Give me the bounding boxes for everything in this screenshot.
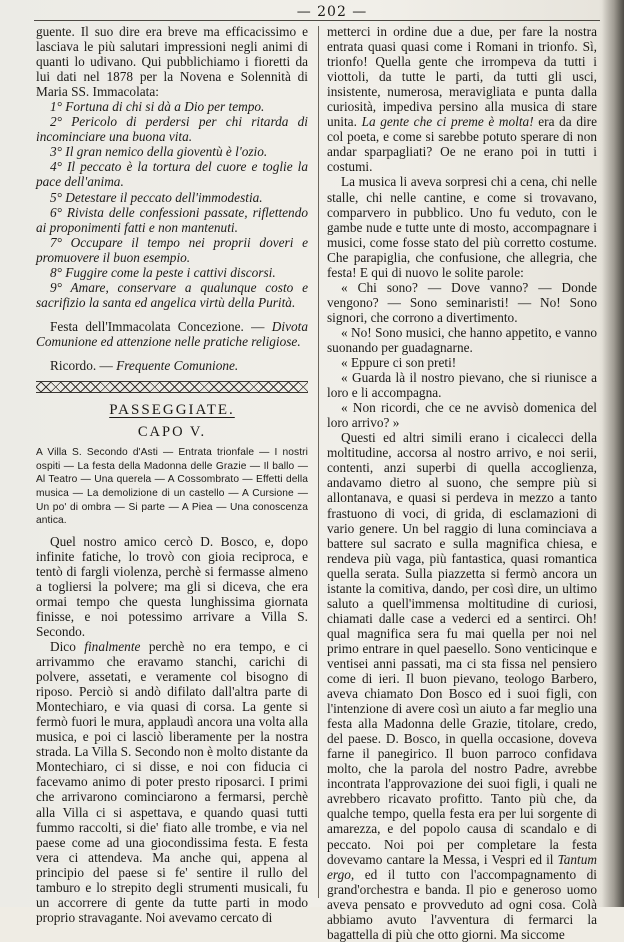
text-run: era da dire col poeta, e come si sarebbe potuto sperare di non andar sparpagliati? Oe ne erano poi in tutti i costumi. xyxy=(327,114,597,175)
intro-paragraph: guente. Il suo dire era breve ma efficacissimo e lasciava le più salutari impressioni negli animi di quanti lo udivano. Qui pubblichiamo i fioretti da lui dati nel 1878 per la Novena e Solennità di Maria SS. Immacolata: xyxy=(36,24,308,100)
text-run: metterci in ordine due a due, per fare la nostra entrata quasi quasi come i Romani in trionfo. Sì, trionfo! Quella gente che irrompeva da tutti i viottoli, da tutte le parti, da tutti gli usci, insistente, numerosa, meravigliata e punta dalla curiosità, impediva persino alla musica di stare unita. xyxy=(327,24,597,130)
fioretti-list xyxy=(36,99,308,310)
fioretto-item: 4° Il peccato è la tortura del cuore e toglie la pace dell'anima. xyxy=(36,159,308,190)
feast-label: Festa dell'Immacolata Concezione. — xyxy=(50,318,265,334)
right-column xyxy=(327,24,597,942)
dialogue-line: « Eppure ci son preti! xyxy=(341,355,457,371)
fioretto-item: 2° Pericolo di perdersi per chi ritarda di incominciare una buona vita. xyxy=(36,114,308,145)
italic-run: finalmente xyxy=(84,639,141,655)
italic-run: La gente che ci preme è molta! xyxy=(361,114,534,130)
fioretto-item: 8° Fuggire come la peste i cattivi discorsi. xyxy=(50,264,276,280)
body-paragraph: La musica li aveva sorpresi chi a cena, chi nelle stalle, chi nelle cantine, e come si trovavano, comparvero in pubblico. Uno fu veduto, con le gambe nude e tutte unte di mosto, accompagnare i musici, come fosse stato del più corretto costume. Che parapiglia, che confusione, che allegria, che festa! E qui di nuovo le solite parole: xyxy=(327,174,597,280)
dialogue-line: « Chi sono? — Dove vanno? — Donde vengono? — Sono seminaristi! — No! Sono signori, che corrono a divertimento. xyxy=(327,279,597,325)
feast-paragraph xyxy=(36,319,308,349)
book-spine-shadow xyxy=(602,0,624,907)
feast-text: Divota Comunione ed attenzione nelle pratiche religiose. xyxy=(36,318,308,349)
dialogue-line: « Non ricordi, che ce ne avvisò domenica del loro arrivo? » xyxy=(327,400,597,431)
fioretto-item: 5° Detestare il peccato dell'immodestia. xyxy=(50,189,263,205)
ricordo-label: Ricordo. — xyxy=(50,357,113,373)
fioretto-item: 7° Occupare il tempo nei proprii doveri e promuovere il buon esempio. xyxy=(36,234,308,265)
body-paragraph xyxy=(327,430,597,942)
text-run: Questi ed altri simili erano i cicalecci della moltitudine, accorsa al nostro arrivo, e noi serii, contenti, anzi superbi di quella accoglienza, andavamo dietro al suono, che sempre più si allontanava, e quasi si perdeva in mezzo a tanto frastuono di voci, di grida, di esclamazioni di vario genere. Un bel raggio di luna cominciava a battere sul sacrato e sulla magnifica chiesa, e rendeva più vaga, più fantastica, quasi romantica quella serata. Sulla piazzetta si fermò ancora un istante la comitiva, dando, per così dire, un ultimo saluto a quell'immensa moltitudine di curiosi, chiamati dalle case a vederci ed a sentirci. Oh! qual magnifica sera fu mai quella per noi nel primo entrare in quel paesello. Sono venticinque e ventisei anni passati, ma ci sta fissa nel pensiero come di ieri. Il buon pievano, teologo Barbero, aveva chiamato Don Bosco ed i suoi figli, con l'intenzione di avere così un aiuto a far meglio una festa alla Madonna delle Grazie, titolare, credo, del paese. D. Bosco, in quella occasione, doveva farne il panegirico. Il buon parroco confidava molto, che la parola del nostro Padre, avrebbe incontrata l'approvazione dei suoi figli, i quali ne avrebbero ricavato profitto. Tanto più che, da qualche tempo, quella festa era per lui sorgente di amarezza, e del popolo causa di scandalo e di peccato. Noi poi per completare la festa dovevamo cantare la Messa, i Vespri ed il xyxy=(327,430,597,867)
column-divider xyxy=(318,26,319,898)
chapter-title: CAPO V. xyxy=(137,424,207,441)
dialogue-line: « No! Sono musici, che hanno appetito, e vanno suonando per guadagnarne. xyxy=(327,324,597,355)
left-column xyxy=(36,24,308,925)
italic-run: Tantum ergo, xyxy=(327,851,597,882)
fioretto-item: 9° Amare, conservare a qualunque costo e sacrifizio la santa ed angelica virtù della Purità. xyxy=(36,279,308,310)
body-paragraph xyxy=(36,639,308,925)
fioretto-item: 3° Il gran nemico della gioventù è l'ozio. xyxy=(50,144,268,160)
page-number: — 202 — xyxy=(296,4,368,20)
text-run: perchè no era tempo, e ci arrivammo che eravamo stanchi, carichi di polvere, assetati, e veramente col bisogno di riposo. Perciò si andò difilato dall'altra parte di Montechiaro, e via quasi di corsa. La gente si fermò fuori le mura, applaudì ancora una volta alla musica, e poi ci lasciò liberamente per la nostra strada. La Villa S. Secondo non è molto distante da Montechiaro, ci si disse, e noi con fiducia ci facevamo animo di poter presto riposarci. I primi che arrivarono cominciarono a fermarsi, perchè alla Villa ci si aspettava, e quando quasi tutti fummo raccolti, si die' fiato alle trombe, e via nel paese come ad una giocondissima festa. E festa vera ci attendeva. Ma anche qui, appena al principio del paese si fe' sentire il rullo del tamburo e lo strepito degli strumenti musicali, fu un accorrere di gente da tutte parti in modo proprio stravagante. Noi avevamo cercato di xyxy=(36,639,309,925)
dialogue-line: « Guarda là il nostro pievano, che si riunisce a loro e li accompagna. xyxy=(327,370,597,401)
fioretto-item: 6° Rivista delle confessioni passate, riflettendo ai proponimenti fatti e non mantenuti. xyxy=(36,204,308,235)
ricordo-text: Frequente Comunione. xyxy=(116,357,239,373)
chapter-summary: A Villa S. Secondo d'Asti — Entrata trionfale — I nostri ospiti — La festa della Madonna delle Grazie — Il ballo — Al Teatro — Una querela — A Cossombrato — Effetti della musica — La demolizione di un castello — A Cursione — Un po' di ombra — Si parte — A Piea — Una conoscenza antica. xyxy=(36,447,308,527)
ornamental-rule xyxy=(36,381,308,393)
body-paragraph: Quel nostro amico cercò D. Bosco, e, dopo infinite fatiche, lo trovò con gioia reciproca, e tentò di fargli violenza, perchè si fermasse almeno a togliersi la polvere; ma gli si diceva, che era ormai tempo che questa lunghissima giornata finisse, e noi potessimo arrivare a Villa S. Secondo. xyxy=(36,533,308,639)
text-run: Dico xyxy=(50,639,76,655)
text-run: ed il tutto con l'accompagnamento di grand'orchestra e banda. Il pio e generoso uomo aveva pensato e provveduto ad ogni cosa. Colà abbiamo avuto l'avventura di fermarci la bagattella di più che otto giorni. Ma siccome xyxy=(327,866,597,942)
body-paragraph xyxy=(327,24,597,174)
header-rule xyxy=(34,20,600,21)
fioretto-item: 1° Fortuna di chi si dà a Dio per tempo. xyxy=(50,99,265,115)
ricordo-paragraph xyxy=(36,358,308,373)
section-title: PASSEGGIATE. xyxy=(109,402,235,419)
